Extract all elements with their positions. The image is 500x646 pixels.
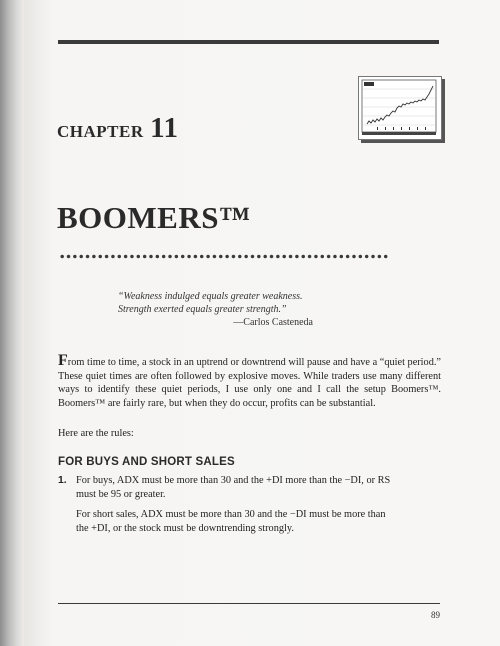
footer-rule: [58, 603, 440, 604]
chapter-number: 11: [150, 112, 179, 144]
chapter-title: BOOMERS™: [57, 200, 251, 235]
book-spine-shadow: [0, 0, 24, 646]
list-item-number: 1.: [58, 475, 67, 486]
section-heading: FOR BUYS AND SHORT SALES: [58, 456, 235, 468]
dotted-divider: [59, 254, 389, 259]
epigraph-line-2: Strength exerted equals greater strength.”: [118, 304, 287, 315]
intro-text: rom time to time, a stock in an uptrend or downtrend will pause and have a “quiet period.” These quiet times are often followed by explosive moves. While traders use many different ways to identify these quiet periods, I use only one and I call the setup Boomers™. Boomers™ are fairly rare, but when they do occur, profits can be substantial.: [58, 357, 441, 409]
list-item: [76, 474, 398, 542]
chapter-label: CHAPTER: [57, 122, 144, 141]
rule-buys-text: For buys, ADX must be more than 30 and the +DI more than the −DI, or RS must be 95 or greater.: [76, 475, 391, 500]
rule-short-sales-text: For short sales, ADX must be more than 30 and the −DI must be more than the +DI, or the stock must be downtrending strongly.: [76, 509, 386, 534]
chapter-heading: [57, 112, 179, 145]
epigraph-line-1: “Weakness indulged equals greater weakness.: [118, 291, 303, 302]
epigraph: [118, 290, 318, 329]
intro-paragraph: [58, 352, 441, 410]
page-number: 89: [431, 610, 440, 620]
drop-cap-letter: F: [58, 352, 68, 369]
epigraph-attribution: —Carlos Casteneda: [233, 317, 313, 328]
rules-intro: Here are the rules:: [58, 428, 134, 439]
chart-thumbnail-icon: [358, 76, 442, 140]
header-rule: [58, 40, 439, 44]
